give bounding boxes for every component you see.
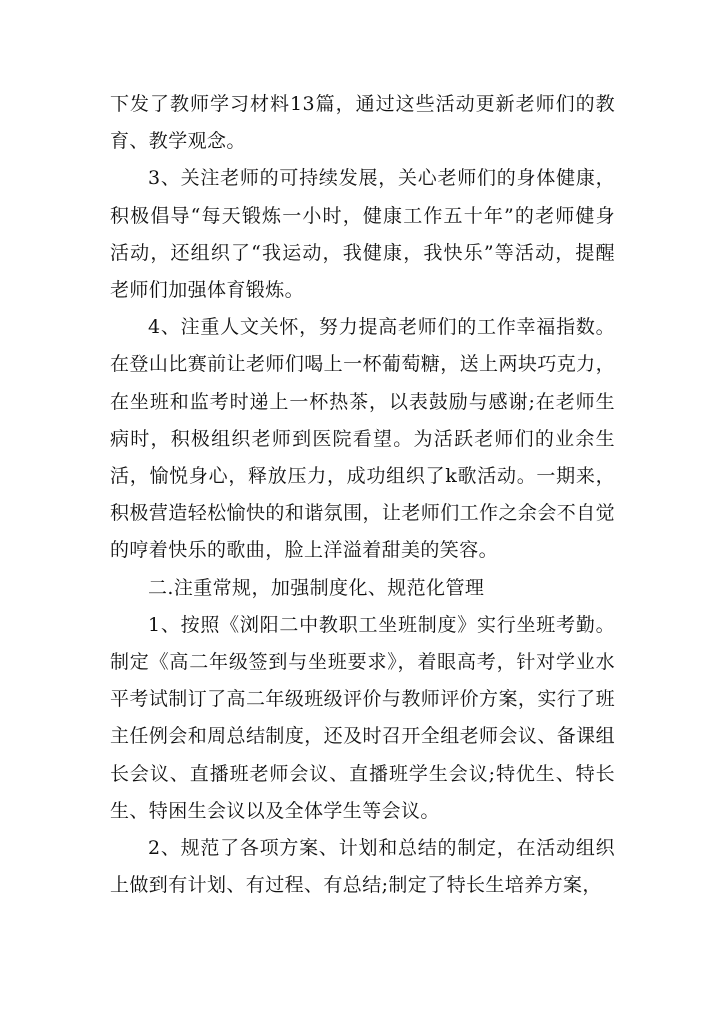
paragraph-item-3: 3、关注老师的可持续发展，关心老师们的身体健康，积极倡导“每天锻炼一小时，健康工作五十年”的老师健身活动，还组织了“我运动，我健康，我快乐”等活动，提醒老师们加强体育锻炼。 bbox=[110, 167, 615, 302]
paragraph-item-4: 4、注重人文关怀，努力提高老师们的工作幸福指数。在登山比赛前让老师们喝上一杯葡萄糖，送上两块巧克力，在坐班和监考时递上一杯热茶，以表鼓励与感谢;在老师生病时，积极组织老师到医院看望。为活跃老师们的业余生活，愉悦身心，释放压力，成功组织了k歌活动。一期来，积极营造轻松愉快的和谐氛围，让老师们工作之余会不自觉的哼着快乐的歌曲，脸上洋溢着甜美的笑容。 bbox=[110, 316, 615, 562]
paragraph-continuation: 下发了教师学习材料13篇，通过这些活动更新老师们的教育、教学观念。 bbox=[110, 93, 615, 153]
paragraph-item-1: 1、按照《浏阳二中教职工坐班制度》实行坐班考勤。制定《高二年级签到与坐班要求》，着眼高考，针对学业水平考试制订了高二年级班级评价与教师评价方案，实行了班主任例会和周总结制度，还及时召开全组老师会议、备课组长会议、直播班老师会议、直播班学生会议;特优生、特长生、特困生会议以及全体学生等会议。 bbox=[110, 613, 615, 822]
document-body bbox=[110, 86, 615, 904]
paragraph-item-2: 2、规范了各项方案、计划和总结的制定，在活动组织上做到有计划、有过程、有总结;制定了特长生培养方案， bbox=[110, 837, 615, 897]
section-heading: 二.注重常规，加强制度化、规范化管理 bbox=[148, 576, 485, 599]
